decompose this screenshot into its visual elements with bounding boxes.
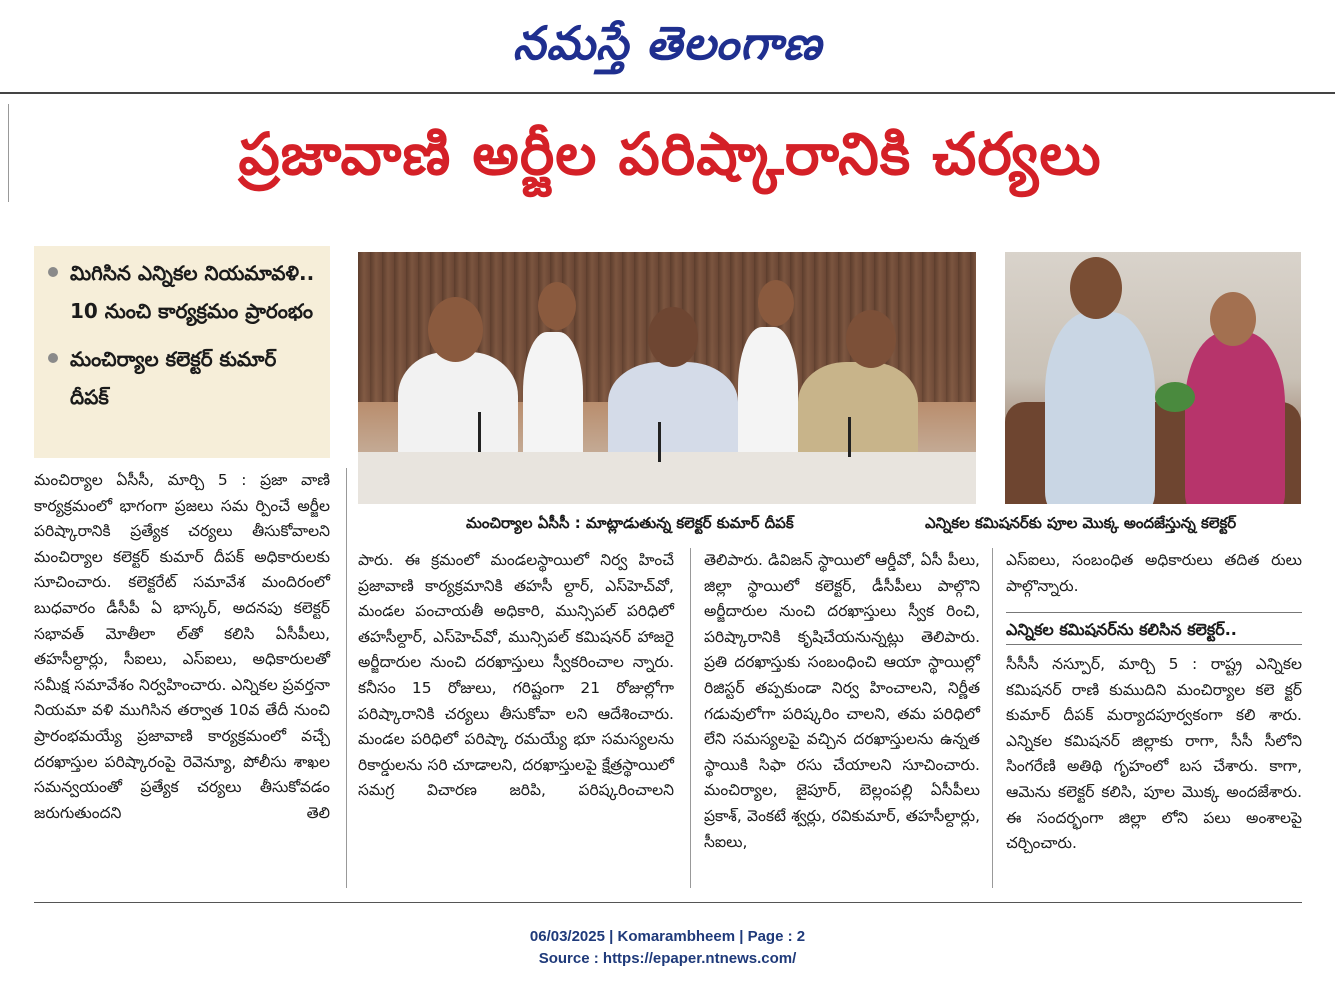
column-2-text: పారు. ఈ క్రమంలో మండలస్థాయిలో నిర్వ హించే ప్రజావాణి కార్యక్రమానికి తహసీ ల్దార్, ఎస్‌హెచ్‌వో, మండల పంచాయతీ అధికారి, మున్సిపల్ పరిధిలో తహసీల్దార్, ఎస్‌హెచ్‌వో, మున్సిపల్ కమిషనర్ హాజరై అర్జీదారుల నుంచి దరఖాస్తులు స్వీకరించాల న్నారు. కనీసం 15 రోజులు, గరిష్టంగా 21 రోజుల్లోగా పరిష్కారానికి చర్యలు తీసుకోవా లని ఆదేశించారు. మండల పరిధిలో పరిష్కా రమయ్యే భూ సమస్యలను రికార్డులను సరి చూడాలని, దరఖాస్తులపై క్షేత్రస్థాయిలో సమగ్ర విచారణ జరిపి, పరిష్కరించాలని [358, 551, 674, 800]
column-4-top-text: ఎస్ఐలు, సంబంధిత అధికారులు తదిత రులు పాల్గొన్నారు. [1006, 551, 1302, 595]
article-column-3 [704, 548, 980, 855]
highlight-text: మిగిసిన ఎన్నికల నియమావళి.. 10 నుంచి కార్యక్రమం ప్రారంభం [70, 261, 315, 323]
article-column-4-bottom [1006, 652, 1302, 857]
headline: ప్రజావాణి అర్జీల పరిష్కారానికి చర్యలు [238, 120, 1102, 188]
footer-source-line: Source : https://epaper.ntnews.com/ [538, 950, 797, 967]
footer-date-line: 06/03/2025 | Komarambheem | Page : 2 [529, 928, 806, 945]
subhead-rule [1006, 612, 1302, 613]
highlight-item [48, 340, 318, 416]
column-divider [346, 468, 347, 888]
column-4-bottom-text: సీసీసీ నస్పూర్, మార్చి 5 : రాష్ట్ర ఎన్నికల కమిషనర్ రాణి కుముదిని మంచిర్యాల కలె క్టర్ కుమార్ దీపక్ మర్యాదపూర్వకంగా కలి శారు. ఎన్నికల కమిషనర్ జిల్లాకు రాగా, సీసీ సీలోని సింగరేణి అతిథి గృహంలో బస చేశారు. కాగా, ఆమెను కలెక్టర్ కలిసి, పూల మొక్క అందజేశారు. ఈ సందర్భంగా జిల్లా లోని పలు అంశాలపై చర్చించారు. [1006, 655, 1302, 853]
subhead-rule [1006, 644, 1302, 645]
photo-commissioner-meeting [1005, 252, 1301, 504]
side-rule [8, 104, 9, 202]
article-column-4-top [1006, 548, 1302, 599]
bullet-icon [48, 353, 58, 363]
photo2-caption: ఎన్నికల కమిషనర్‌కు పూల మొక్క అందజేస్తున్న కలెక్టర్ [925, 514, 1237, 532]
column-3-text: తెలిపారు. డివిజన్ స్థాయిలో ఆర్డీవో, ఏసీ పీలు, జిల్లా స్థాయిలో కలెక్టర్, డీసీపీలు పాల్గొని అర్జీదారుల నుంచి దరఖాస్తులు స్వీక రించి, పరిష్కారానికి కృషిచేయనున్నట్లు తెలిపారు. ప్రతి దరఖాస్తుకు సంబంధించి ఆయా స్థాయిల్లో రిజిస్టర్ తప్పకుండా నిర్వ హించాలని, నిర్ణీత గడువులోగా పరిష్కరిం చాలని, తమ పరిధిలో లేని సమస్యలపై వచ్చిన దరఖాస్తులను ఉన్నత స్థాయికి సిఫా రసు చేయాలని సూచించారు. మంచిర్యాల, జైపూర్, బెల్లంపల్లి ఏసీపీలు ప్రకాశ్, వెంకటే శ్వర్లు, రవికుమార్, తహసీల్దార్లు, సీఐలు, [704, 551, 980, 851]
column-1-text: మంచిర్యాల ఏసీసీ, మార్చి 5 : ప్రజా వాణి కార్యక్రమంలో భాగంగా ప్రజలు సమ ర్పించే అర్జీల పరిష్కారానికి ప్రత్యేక చర్యలు తీసుకోవాలని మంచిర్యాల కలెక్టర్ కుమార్ దీపక్ అధికారులకు సూచించారు. కలెక్టరేట్ సమావేశ మందిరంలో బుధవారం డీసీపీ ఏ భాస్కర్, అదనపు కలెక్టర్ సభావత్ మోతీలా ల్‌తో కలిసి ఏసీపీలు, తహసీల్దార్లు, సీఐలు, ఎస్ఐలు, అధికారులతో సమీక్ష సమావేశం నిర్వహించారు. ఎన్నికల ప్రవర్తనా నియమా వళి ముగిసిన తర్వాత 10వ తేదీ నుంచి ప్రారంభమయ్యే ప్రజావాణి కార్యక్రమంలో వచ్చే దరఖాస్తుల పరిష్కారంపై రెవెన్యూ, పోలీసు శాఖల సమన్వయంతో ప్రత్యేక చర్యలు తీసుకోవడం జరుగుతుందని తెలి [34, 471, 330, 822]
photo-collector-meeting [358, 252, 976, 504]
column-divider [690, 548, 691, 888]
highlight-text: మంచిర్యాల కలెక్టర్ కుమార్ దీపక్ [70, 347, 277, 409]
column-divider [992, 548, 993, 888]
subhead: ఎన్నికల కమిషనర్‌ను కలిసిన కలెక్టర్.. [1006, 620, 1237, 639]
highlight-item [48, 254, 318, 330]
bullet-icon [48, 267, 58, 277]
masthead [0, 4, 1335, 82]
article-column-2 [358, 548, 674, 804]
article-column-1 [34, 468, 330, 826]
masthead-rule [0, 92, 1335, 94]
photo1-caption: మంచిర్యాల ఏసీసీ : మాట్లాడుతున్న కలెక్టర్ కుమార్ దీపక్ [466, 514, 794, 532]
masthead-title: నమస్తే తెలంగాణ [512, 16, 823, 70]
highlights-box [34, 246, 330, 458]
bottom-rule [34, 902, 1302, 903]
